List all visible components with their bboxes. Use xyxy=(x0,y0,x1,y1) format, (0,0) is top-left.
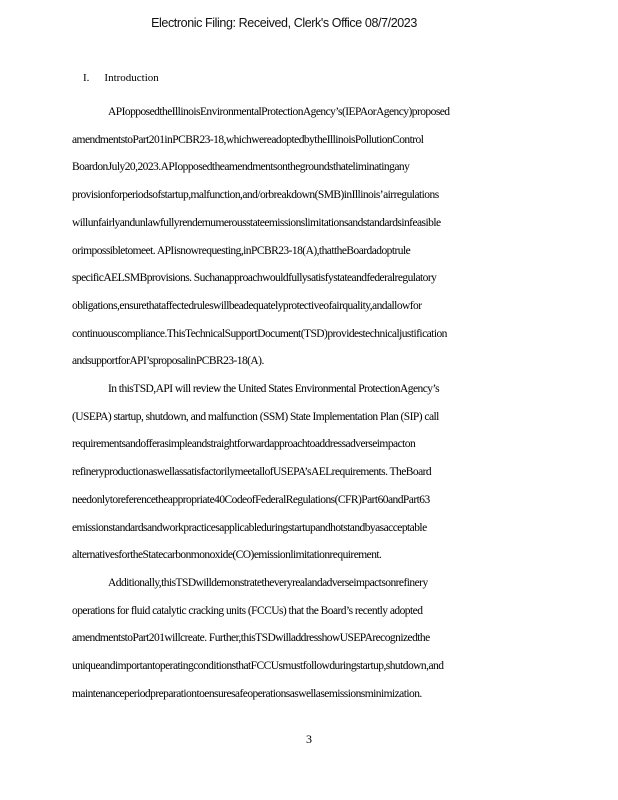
section-heading xyxy=(83,72,159,84)
text-line: In thisTSD,API will review the United States Environmental ProtectionAgency’s xyxy=(108,383,440,396)
text-line: refineryproductionaswellassatisfactorilymeetallofUSEPA’sAELrequirements. TheBoard xyxy=(72,466,432,479)
text-line: andsupportforAPI’sproposalinPCBR23-18(A). xyxy=(72,355,264,368)
text-line: uniqueandimportantoperatingconditionsthatFCCUsmustfollowduringstartup,shutdown,and xyxy=(72,660,444,673)
paragraph-3 xyxy=(72,570,544,709)
text-line: (USEPA) startup, shutdown, and malfunction (SSM) State Implementation Plan (SIP) call xyxy=(72,410,439,423)
text-line: orimpossibletomeet. APIisnowrequesting,inPCBR23-18(A),thattheBoardadoptrule xyxy=(72,244,411,257)
text-line: requirementsandofferasimpleandstraightforwardapproachtoaddressadverseimpacton xyxy=(72,438,416,451)
paragraph-2 xyxy=(72,376,544,570)
text-line: provisionforperiodsofstartup,malfunction,and/orbreakdown(SMB)inIllinois’airregulations xyxy=(72,189,439,202)
text-line: needonlytoreferencetheappropriate40CodeofFederalRegulations(CFR)Part60andPart63 xyxy=(72,493,430,506)
body-text xyxy=(72,99,544,708)
text-line: operations for fluid catalytic cracking units (FCCUs) that the Board’s recently adopted xyxy=(72,604,423,617)
text-line: willunfairlyandunlawfullyrendernumerousstateemissionslimitationsandstandardsinfeasible xyxy=(72,216,441,229)
text-line: maintenanceperiodpreparationtoensuresafeoperationsaswellasemissionsminimization. xyxy=(72,687,422,700)
section-title: Introduction xyxy=(104,72,159,84)
text-line: alternativesfortheStatecarbonmonoxide(CO)emissionlimitationrequirement. xyxy=(72,549,382,562)
text-line: obligations,ensurethataffectedruleswillbeadequatelyprotectiveofairquality,andallowfor xyxy=(72,299,422,312)
text-line: continuouscompliance.ThisTechnicalSupportDocument(TSD)providestechnicaljustification xyxy=(72,327,447,340)
text-line: Additionally,thisTSDwilldemonstratetheveryrealandadverseimpactsonrefinery xyxy=(108,576,428,589)
text-line: specificAELSMBprovisions. Suchanapproachwouldfullysatisfystateandfederalregulatory xyxy=(72,272,437,285)
filing-header-text: Electronic Filing: Received, Clerk's Office 08/7/2023 xyxy=(151,16,417,30)
section-number: I. xyxy=(83,72,90,84)
text-line: amendmentstoPart201willcreate. Further,thisTSDwilladdresshowUSEPArecognizedthe xyxy=(72,632,430,645)
text-line: emissionstandardsandworkpracticesapplicableduringstartupandhotstandbyasacceptable xyxy=(72,521,427,534)
filing-header xyxy=(0,16,618,30)
page-number: 3 xyxy=(306,732,312,746)
text-line: amendmentstoPart201inPCBR23-18,whichwereadoptedbytheIllinoisPollutionControl xyxy=(72,133,424,146)
text-line: APIopposedtheIllinoisEnvironmentalProtectionAgency’s(IEPAorAgency)proposed xyxy=(108,106,450,118)
text-line: BoardonJuly20,2023.APIopposedtheamendmentsonthegroundsthateliminatingany xyxy=(72,161,410,174)
paragraph-1 xyxy=(72,99,544,376)
